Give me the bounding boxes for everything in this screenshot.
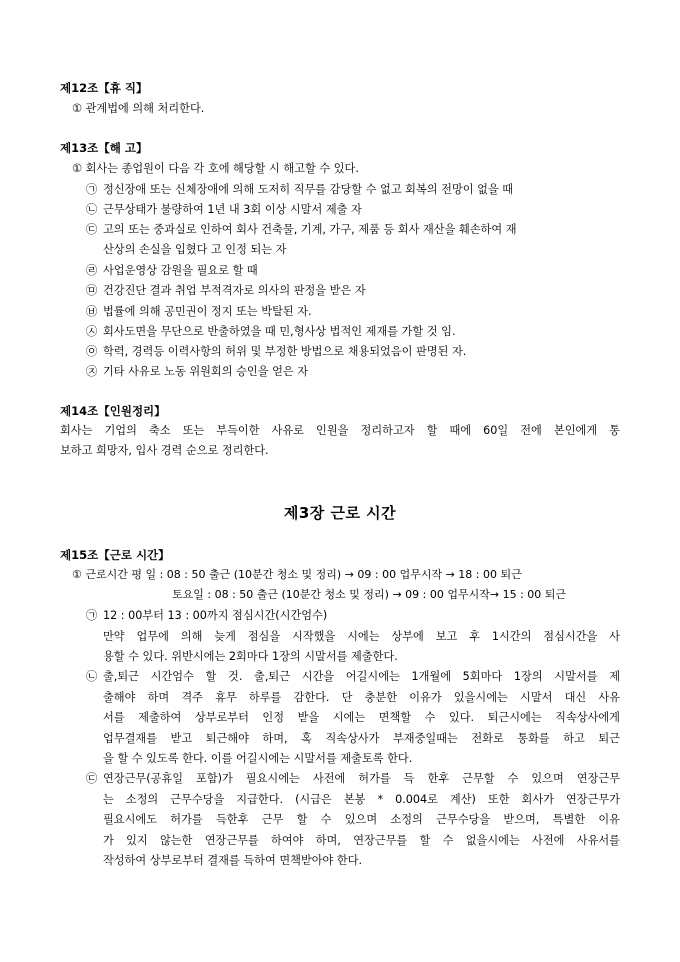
item-text-line: 출,퇴근 시간엄수 할 것. 출,퇴근 시간을 어길시에는 1개월에 5회마다 1장의 시말서를 제 [103, 670, 620, 683]
article-14-text-line: 보하고 희망자, 입사 경력 순으로 정리한다. [60, 444, 269, 457]
item-text: 고의 또는 중과실로 인하여 회사 건축물, 기계, 가구, 제품 등 회사 재산을 훼손하여 재 [103, 223, 517, 236]
article-13-item [86, 364, 308, 380]
article-13-item [86, 344, 466, 360]
item-marker: ㉨ [86, 365, 98, 378]
article-14-heading: 제14조【인원정리】 [60, 404, 166, 418]
item-text-line: 용할 수 있다. 위반시에는 2회마다 1장의 시말서를 제출한다. [103, 650, 398, 663]
article-12-item: ① 관계법에 의해 처리한다. [72, 102, 205, 115]
article-13-item [86, 263, 258, 279]
article-15-item [86, 608, 327, 624]
item-text-line: 필요시에도 허가를 득한후 근무 할 수 있으며 소정의 근무수당을 받으며, 특별한 이유 [103, 813, 620, 826]
article-12-heading: 제12조【휴 직】 [60, 81, 148, 95]
item-text: 법률에 의해 공민권이 정지 또는 박탈된 자. [103, 305, 312, 318]
article-15-item [86, 771, 620, 787]
item-text-line: 을 할 수 있도록 한다. 이를 어길시에는 시말서를 제출토록 한다. [103, 752, 413, 765]
item-marker: ㉡ [86, 203, 98, 216]
item-text: 학력, 경력등 이력사항의 허위 및 부정한 방법으로 채용되었음이 판명된 자. [103, 345, 467, 358]
item-marker: ㉠ [86, 609, 98, 622]
article-15-item [86, 669, 620, 685]
item-marker: ㉡ [86, 670, 98, 683]
item-marker: ㉠ [86, 183, 98, 196]
article-13-item [86, 304, 312, 320]
item-text-line: 만약 업무에 의해 늦게 점심을 시작했을 시에는 상부에 보고 후 1시간의 점심시간을 사 [103, 630, 620, 643]
item-marker: ㉢ [86, 223, 98, 236]
article-13-item [86, 283, 366, 299]
item-text: 회사도면을 무단으로 반출하였을 때 민,형사상 법적인 제재를 가할 것 임. [103, 325, 456, 338]
item-marker: ㉣ [86, 264, 98, 277]
article-13-item [86, 182, 513, 198]
article-14-text-line: 회사는 기업의 축소 또는 부득이한 사유로 인원을 정리하고자 할 때에 60일 전에 본인에게 통 [60, 424, 620, 437]
item-text-line: 출해야 하며 격주 휴무 하루를 감한다. 단 충분한 이유가 있을시에는 시말서 대신 사유 [103, 691, 620, 704]
item-text: 기타 사유로 노동 위원회의 승인을 얻은 자 [103, 365, 309, 378]
article-13-item [86, 202, 362, 218]
item-continuation: 산상의 손실을 입혔다 고 인정 되는 자 [103, 243, 287, 256]
item-marker: ㉧ [86, 345, 98, 358]
article-13-heading: 제13조【해 고】 [60, 141, 148, 155]
item-text-line: 는 소정의 근무수당을 지급한다. (시급은 본봉 * 0.004로 계산) 또한 회사가 연장근무가 [103, 793, 620, 806]
article-13-intro: ① 회사는 종업원이 다음 각 호에 해당할 시 해고할 수 있다. [72, 162, 359, 175]
item-text: 건강진단 결과 취업 부적격자로 의사의 판정을 받은 자 [103, 284, 366, 297]
item-text: 정신장애 또는 신체장애에 의해 도저히 직무를 감당할 수 없고 회복의 전망이 없을 때 [103, 183, 514, 196]
article-13-item [86, 324, 456, 340]
item-text-line: 가 있지 않는한 연장근무를 하여야 하며, 연장근무를 할 수 없을시에는 사전에 사유서를 [103, 834, 620, 847]
article-15-heading: 제15조【근로 시간】 [60, 548, 170, 562]
item-text-line: 연장근무(공휴일 포함)가 필요시에는 사전에 허가를 득 한후 근무할 수 있으며 연장근무 [103, 772, 620, 785]
item-marker: ㉦ [86, 325, 98, 338]
item-text: 근무상태가 불량하여 1년 내 3회 이상 시말서 제출 자 [103, 203, 362, 216]
work-hours-saturday: 토요일 : 08 : 50 출근 (10분간 청소 및 정리) → 09 : 00 업무시작→ 15 : 00 퇴근 [172, 588, 567, 601]
item-text: 사업운영상 감원을 필요로 할 때 [103, 264, 258, 277]
item-text-line: 업무결재를 받고 퇴근해야 하며, 혹 직속상사가 부재중일때는 전화로 통화를 하고 퇴근 [103, 732, 620, 745]
lunch-time-title: 12 : 00부터 13 : 00까지 점심시간(시간엄수) [103, 609, 328, 622]
work-hours-weekday: ① 근로시간 평 일 : 08 : 50 출근 (10분간 청소 및 정리) → 09 : 00 업무시작 → 18 : 00 퇴근 [72, 568, 522, 581]
item-marker: ㉤ [86, 284, 98, 297]
item-marker: ㉥ [86, 305, 98, 318]
article-13-item [86, 222, 517, 238]
item-text-line: 작성하여 상부로부터 결재를 득하여 면책받아야 한다. [103, 854, 363, 867]
chapter-title: 제3장 근로 시간 [283, 504, 397, 522]
item-marker: ㉢ [86, 772, 98, 785]
item-text-line: 서를 제출하여 상부로부터 인정 받을 시에는 면책할 수 있다. 퇴근시에는 직속상사에게 [103, 711, 620, 724]
